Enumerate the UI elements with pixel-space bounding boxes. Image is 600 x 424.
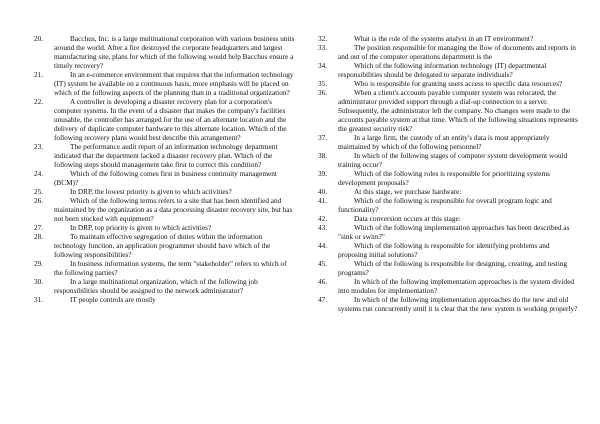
question-text: In DRP, top priority is given to which activities? — [70, 223, 212, 232]
question-text: Which of the following implementation approaches has been described as "sink or swim?" — [338, 223, 570, 241]
question-42 — [318, 214, 578, 223]
question-29 — [34, 259, 296, 277]
question-number: 26. — [34, 196, 44, 205]
question-25 — [34, 187, 296, 196]
question-text: In a large firm, the custody of an entity's data is most appropriately maintained by which of the following personnel? — [338, 133, 550, 151]
question-text: The performance audit report of an information technology department indicated that the department lacked a disaster recovery plan. Which of the following steps should management take first to correct this condition? — [54, 142, 278, 169]
question-number: 27. — [34, 223, 44, 232]
question-28 — [34, 232, 296, 259]
question-text: In DRP, the lowest priority is given to which activities? — [70, 187, 232, 196]
question-43 — [318, 223, 578, 241]
question-46 — [318, 277, 578, 295]
question-44 — [318, 241, 578, 259]
question-number: 41. — [318, 196, 328, 205]
question-number: 43. — [318, 223, 328, 232]
question-number: 34. — [318, 61, 328, 70]
question-35 — [318, 79, 578, 88]
question-number: 24. — [34, 169, 44, 178]
question-22 — [34, 97, 296, 142]
question-33 — [318, 43, 578, 61]
question-text: Which of the following is responsible for identifying problems and proposing initial solutions? — [338, 241, 550, 259]
question-number: 23. — [34, 142, 44, 151]
question-number: 21. — [34, 70, 44, 79]
question-47 — [318, 295, 578, 313]
question-45 — [318, 259, 578, 277]
question-number: 25. — [34, 187, 44, 196]
question-number: 30. — [34, 277, 44, 286]
question-text: The position responsible for managing the flow of documents and reports in and out of the computer operations department is the — [338, 43, 576, 61]
question-23 — [34, 142, 296, 169]
question-text: Which of the following comes first in business continuity management (BCM)? — [54, 169, 277, 187]
question-number: 31. — [34, 295, 44, 304]
question-number: 22. — [34, 97, 44, 106]
question-20 — [34, 34, 296, 70]
question-text: Which of the following is responsible for overall program logic and functionality? — [338, 196, 552, 214]
question-39 — [318, 169, 578, 187]
question-number: 36. — [318, 88, 328, 97]
question-text: Which of the following information technology (IT) departmental responsibilities should be delegated to separate individuals? — [338, 61, 547, 79]
question-text: Which of the following roles is responsible for prioritizing systems development proposals? — [338, 169, 550, 187]
question-number: 20. — [34, 34, 44, 43]
question-text: Who is responsible for granting users access to specific data resources? — [354, 79, 563, 88]
question-number: 28. — [34, 232, 44, 241]
question-text: Which of the following terms refers to a site that has been identified and maintained by the organization as a data processing disaster recovery site, but has not been stocked with equipment? — [54, 196, 293, 223]
question-text: In which of the following implementation approaches is the system divided into modules for implementation? — [338, 277, 575, 295]
question-40 — [318, 187, 578, 196]
question-number: 33. — [318, 43, 328, 52]
question-text: In which of the following stages of computer system development would training occur? — [338, 151, 568, 169]
question-text: In business information systems, the term "stakeholder" refers to which of the following parties? — [54, 259, 287, 277]
question-26 — [34, 196, 296, 223]
question-text: In an e-commerce environment that requires that the information technology (IT) system be available on a continuous basis, more emphasis will be placed on which of the following aspects of the planning than in a traditional organization? — [54, 70, 294, 97]
left-column — [34, 34, 296, 304]
question-21 — [34, 70, 296, 97]
question-38 — [318, 151, 578, 169]
question-number: 32. — [318, 34, 328, 43]
question-text: In which of the following implementation approaches do the new and old systems run concurrently until it is clear that the new system is working properly? — [338, 295, 578, 313]
question-text: Data conversion occurs at this stage: — [354, 214, 461, 223]
question-text: Which of the following is responsible for designing, creating, and testing programs? — [338, 259, 568, 277]
question-number: 46. — [318, 277, 328, 286]
question-text: Bacchus, Inc. is a large multinational corporation with various business units around the world. After a fire destroyed the corporate headquarters and largest manufacturing site, plans for which of the following would help Bacchus ensure a timely recovery? — [54, 34, 295, 70]
question-number: 39. — [318, 169, 328, 178]
question-41 — [318, 196, 578, 214]
question-number: 38. — [318, 151, 328, 160]
question-37 — [318, 133, 578, 151]
question-number: 47. — [318, 295, 328, 304]
question-text: To maintain effective segregation of duties within the information technology function, an application programmer should have which of the following responsibilities? — [54, 232, 271, 259]
question-number: 37. — [318, 133, 328, 142]
question-36 — [318, 88, 578, 133]
question-number: 45. — [318, 259, 328, 268]
question-34 — [318, 61, 578, 79]
question-number: 35. — [318, 79, 328, 88]
question-30 — [34, 277, 296, 295]
question-number: 44. — [318, 241, 328, 250]
question-text: IT people controls are mostly — [70, 295, 156, 304]
question-24 — [34, 169, 296, 187]
question-text: A controller is developing a disaster recovery plan for a corporation's computer systems. In the event of a disaster that makes the company's facilities unusable, the controller has arranged for the use of an alternate location and the delivery of duplicate computer hardware to this alternate location. Which of the following recovery plans would best describe this arrangement? — [54, 97, 287, 142]
question-number: 29. — [34, 259, 44, 268]
question-27 — [34, 223, 296, 232]
question-31 — [34, 295, 296, 304]
question-text: In a large multinational organization, which of the following job responsibilities should be assigned to the network administrator? — [54, 277, 258, 295]
question-text: When a client's accounts payable computer system was relocated, the administrator provided support through a dial-up connection to a server. Subsequently, the administrator left the company. No changes were made to the accounts payable system at that time. Which of the following situations represents the greatest security risk? — [338, 88, 578, 133]
question-text: What is the role of the systems analyst in an IT environment? — [354, 34, 534, 43]
question-text: At this stage, we purchase hardware: — [354, 187, 462, 196]
right-column — [318, 34, 578, 313]
question-32 — [318, 34, 578, 43]
question-number: 42. — [318, 214, 328, 223]
question-number: 40. — [318, 187, 328, 196]
